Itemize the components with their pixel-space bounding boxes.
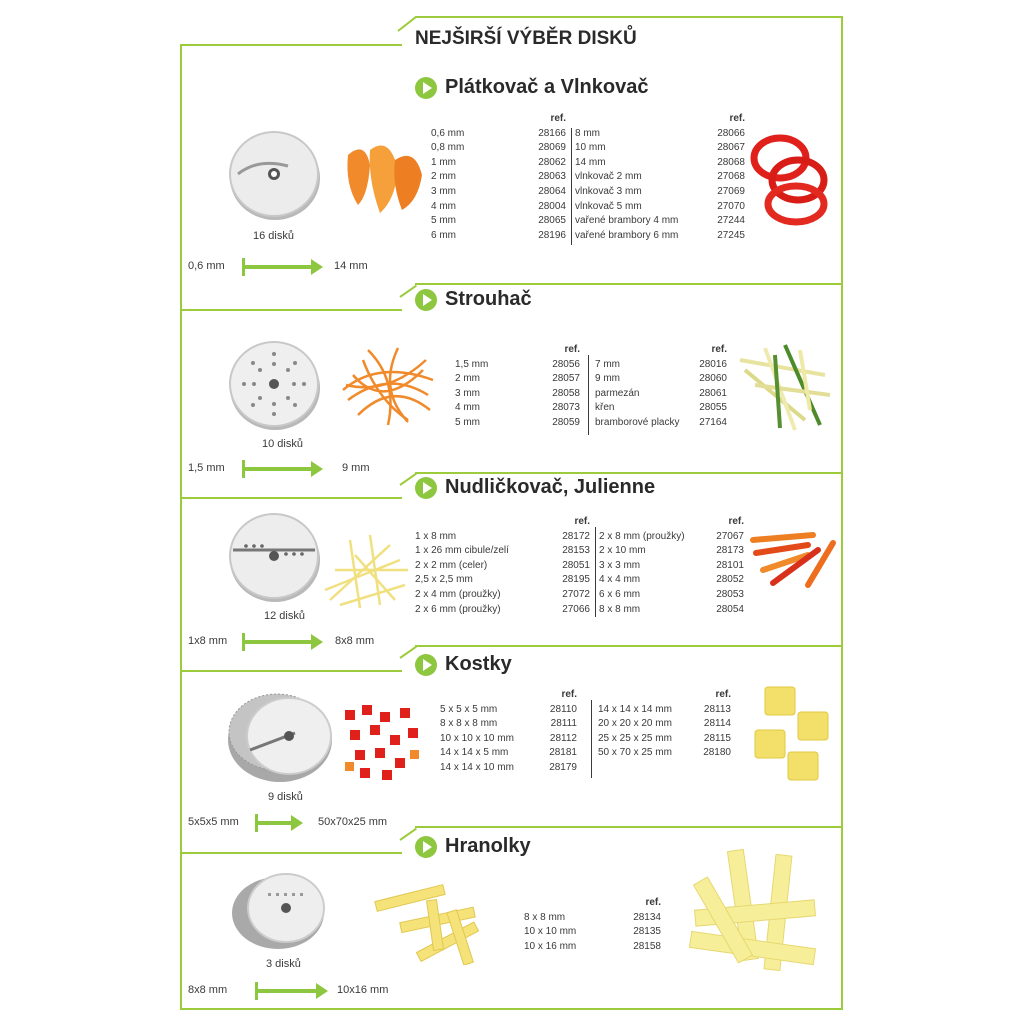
grated-carrot-image (338, 340, 438, 428)
disc-count: 9 disků (268, 791, 303, 803)
table-row: 0,6 mm 28166 (431, 127, 566, 139)
range-from: 5x5x5 mm (188, 816, 239, 828)
grater-table-left (455, 343, 580, 431)
table-row: 3 mm 28064 (431, 185, 566, 197)
range-arrow (256, 821, 293, 825)
play-icon (415, 289, 437, 311)
table-row: 2 mm 28063 (431, 171, 566, 183)
play-icon (415, 836, 437, 858)
range-to: 14 mm (334, 260, 368, 272)
frame-top-right (415, 16, 843, 18)
table-row: 10 x 10 mm 28135 (524, 926, 661, 938)
table-row: 2 x 4 mm (proužky) 27072 (415, 588, 590, 600)
fries-disc-image (228, 868, 328, 953)
slicer-table-right (575, 112, 745, 243)
table-row: 4 mm 28073 (455, 402, 580, 414)
range-from: 1x8 mm (188, 635, 228, 647)
ref-header: ref. (561, 689, 577, 700)
table-row: 4 x 4 mm 28052 (599, 574, 744, 586)
page-title: NEJŠIRŠÍ VÝBĚR DISKŮ (415, 28, 637, 49)
table-row: 10 x 10 x 10 mm 28112 (440, 732, 577, 744)
range-arrow (256, 989, 318, 993)
ref-header: ref. (574, 516, 590, 527)
column-separator (591, 700, 592, 778)
slicer-table-left (431, 112, 566, 243)
frame-bottom (180, 1008, 843, 1010)
divider-1 (180, 309, 402, 311)
range-from: 1,5 mm (188, 462, 225, 474)
table-row: 2,5 x 2,5 mm 28195 (415, 574, 590, 586)
fries-table (524, 896, 661, 954)
table-row: 1,5 mm 28056 (455, 358, 580, 370)
table-row: 8 mm 28066 (575, 127, 745, 139)
range-arrow (243, 640, 313, 644)
frame-right (841, 16, 843, 1010)
table-row: vlnkovač 2 mm 27068 (575, 171, 745, 183)
slicer-disc-image (228, 128, 322, 222)
table-row: 6 mm 28196 (431, 229, 566, 241)
table-row: 3 x 3 mm 28101 (599, 559, 744, 571)
julienne-table-left (415, 515, 590, 617)
table-row: 1 mm 28062 (431, 156, 566, 168)
section-title: Plátkovač a Vlnkovač (445, 76, 649, 98)
table-row: bramborové placky 27164 (595, 416, 727, 428)
range-arrow (243, 265, 313, 269)
range-arrow (243, 467, 313, 471)
table-row: 14 x 14 x 14 mm 28113 (598, 703, 731, 715)
julienne-disc-image (228, 510, 322, 604)
disc-count: 12 disků (264, 610, 305, 622)
divider-4c (415, 826, 843, 828)
section-header-slicer (415, 76, 648, 99)
section-title: Strouhač (445, 288, 532, 310)
range-from: 8x8 mm (188, 984, 228, 996)
section-header-julienne (415, 476, 655, 499)
dicing-table-right (598, 688, 731, 761)
table-row: 8 x 8 x 8 mm 28111 (440, 718, 577, 730)
section-header-grater (415, 288, 532, 311)
table-row: 2 x 6 mm (proužky) 27066 (415, 603, 590, 615)
column-separator (595, 527, 596, 617)
table-row: 25 x 25 x 25 mm 28115 (598, 732, 731, 744)
range-from: 0,6 mm (188, 260, 225, 272)
disc-count: 16 disků (253, 230, 294, 242)
grated-zucchini-image (735, 340, 835, 435)
table-row: 8 x 8 mm 28134 (524, 911, 661, 923)
table-row: 7 mm 28016 (595, 358, 727, 370)
ref-header: ref. (728, 516, 744, 527)
table-row: 8 x 8 mm 28054 (599, 603, 744, 615)
table-row: 6 x 6 mm 28053 (599, 588, 744, 600)
disc-count: 3 disků (266, 958, 301, 970)
ref-header: ref. (564, 344, 580, 355)
pepper-strips-image (748, 525, 838, 595)
table-row: 5 mm 28059 (455, 416, 580, 428)
potato-cubes-image (750, 682, 835, 787)
grater-table-right (595, 343, 727, 431)
table-row: 5 x 5 x 5 mm 28110 (440, 703, 577, 715)
divider-2 (180, 497, 402, 499)
ref-header: ref. (645, 897, 661, 908)
frame-left (180, 44, 182, 1010)
table-row: 2 x 8 mm (proužky) 27067 (599, 530, 744, 542)
table-row: 1 x 26 mm cibule/zelí 28153 (415, 545, 590, 557)
range-to: 8x8 mm (335, 635, 375, 647)
table-row: 4 mm 28004 (431, 200, 566, 212)
table-row: 20 x 20 x 20 mm 28114 (598, 718, 731, 730)
ref-header: ref. (715, 689, 731, 700)
table-row: 5 mm 28065 (431, 215, 566, 227)
play-icon (415, 477, 437, 499)
grater-disc-image (228, 338, 322, 432)
ref-header: ref. (550, 113, 566, 124)
section-title: Kostky (445, 653, 512, 675)
table-row: 9 mm 28060 (595, 373, 727, 385)
section-title: Nudličkovač, Julienne (445, 476, 656, 498)
table-row: 10 x 16 mm 28158 (524, 940, 661, 952)
table-row: 1 x 8 mm 28172 (415, 530, 590, 542)
range-to: 10x16 mm (337, 984, 389, 996)
table-row: 2 mm 28057 (455, 373, 580, 385)
frame-top-slant (397, 17, 416, 32)
fries-large-image (685, 845, 825, 985)
dicing-table-left (440, 688, 577, 776)
pepper-rings-image (748, 128, 833, 228)
table-row: křen 28055 (595, 402, 727, 414)
ref-header: ref. (729, 113, 745, 124)
range-to: 50x70x25 mm (318, 816, 388, 828)
table-row: 14 mm 28068 (575, 156, 745, 168)
section-header-fries (415, 835, 531, 858)
table-row: parmezán 28061 (595, 387, 727, 399)
diced-pepper-image (340, 700, 425, 785)
table-row: vlnkovač 5 mm 27070 (575, 200, 745, 212)
table-row: 0,8 mm 28069 (431, 142, 566, 154)
play-icon (415, 654, 437, 676)
section-title: Hranolky (445, 835, 531, 857)
play-icon (415, 77, 437, 99)
fries-small-image (370, 875, 510, 965)
table-row: vařené brambory 6 mm 27245 (575, 229, 745, 241)
column-separator (571, 128, 572, 245)
divider-3 (180, 670, 402, 672)
column-separator (588, 355, 589, 435)
table-row: 10 mm 28067 (575, 142, 745, 154)
table-row: vařené brambory 4 mm 27244 (575, 215, 745, 227)
table-row: 3 mm 28058 (455, 387, 580, 399)
divider-1c (415, 283, 843, 285)
divider-4 (180, 852, 402, 854)
julienne-table-right (599, 515, 744, 617)
frame-top (180, 44, 402, 46)
disc-count: 10 disků (262, 438, 303, 450)
divider-3c (415, 645, 843, 647)
table-row: 14 x 14 x 10 mm 28179 (440, 761, 577, 773)
range-to: 9 mm (342, 462, 370, 474)
table-row: 2 x 2 mm (celer) 28051 (415, 559, 590, 571)
table-row: 50 x 70 x 25 mm 28180 (598, 747, 731, 759)
dicing-disc-image (225, 688, 335, 784)
table-row: 2 x 10 mm 28173 (599, 545, 744, 557)
ref-header: ref. (711, 344, 727, 355)
section-header-dicing (415, 653, 512, 676)
julienne-celery-image (320, 530, 410, 610)
divider-2c (415, 472, 843, 474)
carrot-slices-image (340, 135, 430, 220)
table-row: 14 x 14 x 5 mm 28181 (440, 747, 577, 759)
table-row: vlnkovač 3 mm 27069 (575, 185, 745, 197)
